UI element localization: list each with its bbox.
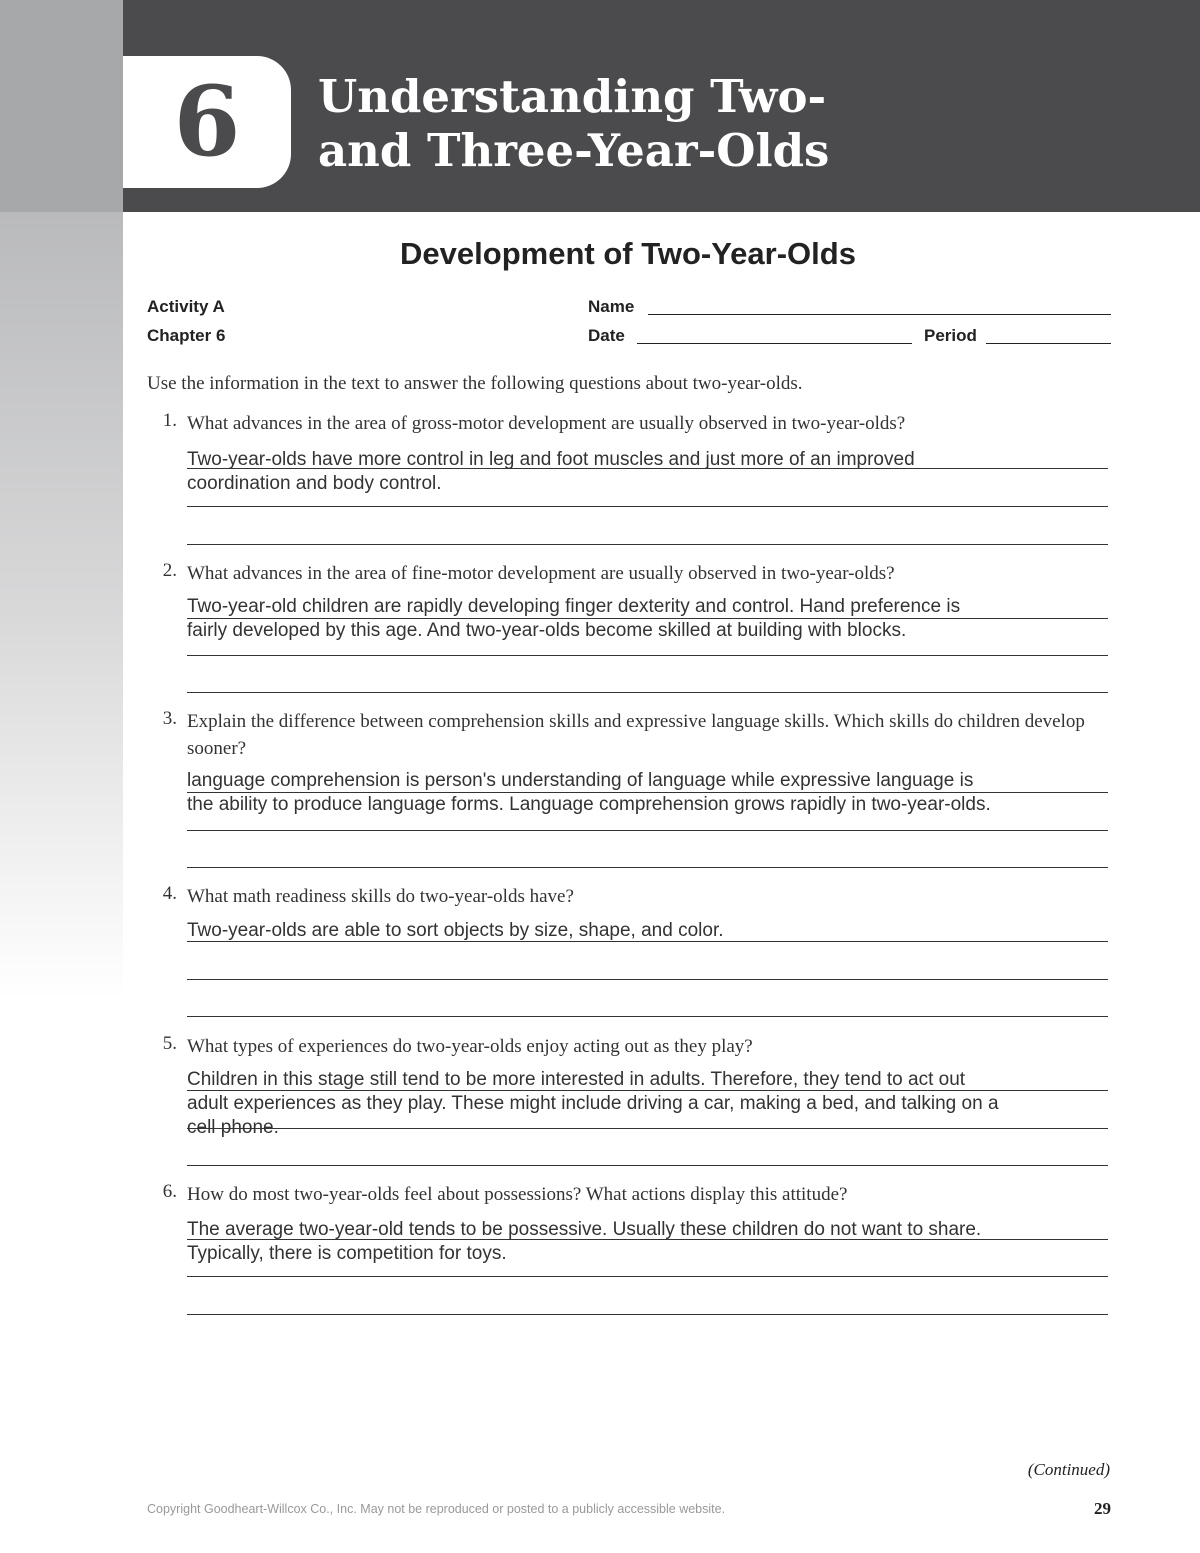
chapter-label: Chapter 6 [147, 326, 226, 345]
answer-line [187, 979, 1108, 980]
answer-line [187, 1165, 1108, 1166]
question-text: What math readiness skills do two-year-olds have? [187, 886, 574, 907]
answer-line [187, 692, 1108, 693]
answer-text[interactable]: Two-year-olds are able to sort objects by size, shape, and color. [187, 920, 724, 941]
answer-line [187, 1314, 1108, 1315]
answer-text[interactable]: Two-year-old children are rapidly developing finger dexterity and control. Hand preference is fairly developed by this age. And two-year-olds become skilled at building with blocks. [187, 596, 961, 641]
chapter-number: 6 [173, 65, 241, 178]
question-number: 5. [162, 1033, 177, 1054]
activity-label: Activity A [147, 297, 225, 316]
question-text: How do most two-year-olds feel about possessions? What actions display this attitude? [187, 1184, 848, 1205]
copyright-notice: Copyright Goodheart-Willcox Co., Inc. May not be reproduced or posted to a publicly accessible website. [147, 1502, 726, 1516]
chapter-title-line2: and Three-Year-Olds [318, 124, 830, 177]
answer-line [187, 1016, 1108, 1017]
question-number: 6. [162, 1181, 177, 1202]
question-text: What types of experiences do two-year-olds enjoy acting out as they play? [187, 1036, 753, 1057]
left-decorative-strip [0, 0, 123, 1000]
question-text: What advances in the area of fine-motor development are usually observed in two-year-olds? [187, 563, 895, 584]
question-number: 3. [162, 708, 177, 729]
question-number: 2. [162, 560, 177, 581]
page-number: 29 [1094, 1499, 1111, 1518]
answer-text[interactable]: Two-year-olds have more control in leg and foot muscles and just more of an improved coordination and body control. [187, 449, 915, 494]
answer-line [187, 867, 1108, 868]
question-number: 1. [162, 410, 177, 431]
answer-text[interactable]: language comprehension is person's understanding of language while expressive language is the ability to produce language forms. Language comprehension grows rapidly in two-year-olds. [187, 770, 991, 815]
name-label: Name [588, 297, 635, 316]
answer-text[interactable]: The average two-year-old tends to be possessive. Usually these children do not want to share. Typically, there is competition for toys. [187, 1219, 982, 1264]
answer-line [187, 655, 1108, 656]
answer-text[interactable]: Children in this stage still tend to be more interested in adults. Therefore, they tend to act out adult experiences as they play. These might include driving a car, making a bed, and talking on a cell phone. [187, 1069, 999, 1138]
answer-line [187, 544, 1108, 545]
question-text: What advances in the area of gross-motor development are usually observed in two-year-olds? [187, 413, 906, 434]
instructions: Use the information in the text to answer the following questions about two-year-olds. [147, 373, 803, 394]
date-field-line[interactable] [637, 343, 912, 344]
activity-title: Development of Two-Year-Olds [400, 236, 856, 271]
answer-line [187, 830, 1108, 831]
period-field-line[interactable] [986, 343, 1111, 344]
date-label: Date [588, 326, 625, 345]
chapter-title-line1: Understanding Two- [318, 70, 827, 123]
answer-line [187, 1276, 1108, 1277]
name-field-line[interactable] [648, 314, 1111, 315]
question-number: 4. [162, 883, 177, 904]
period-label: Period [924, 326, 977, 345]
continued-note: (Continued) [1027, 1460, 1110, 1479]
question-text: Explain the difference between comprehension skills and expressive language skills. Which skills do children develop sooner? [187, 711, 1085, 759]
chapter-title [318, 70, 1178, 178]
answer-line [187, 506, 1108, 507]
